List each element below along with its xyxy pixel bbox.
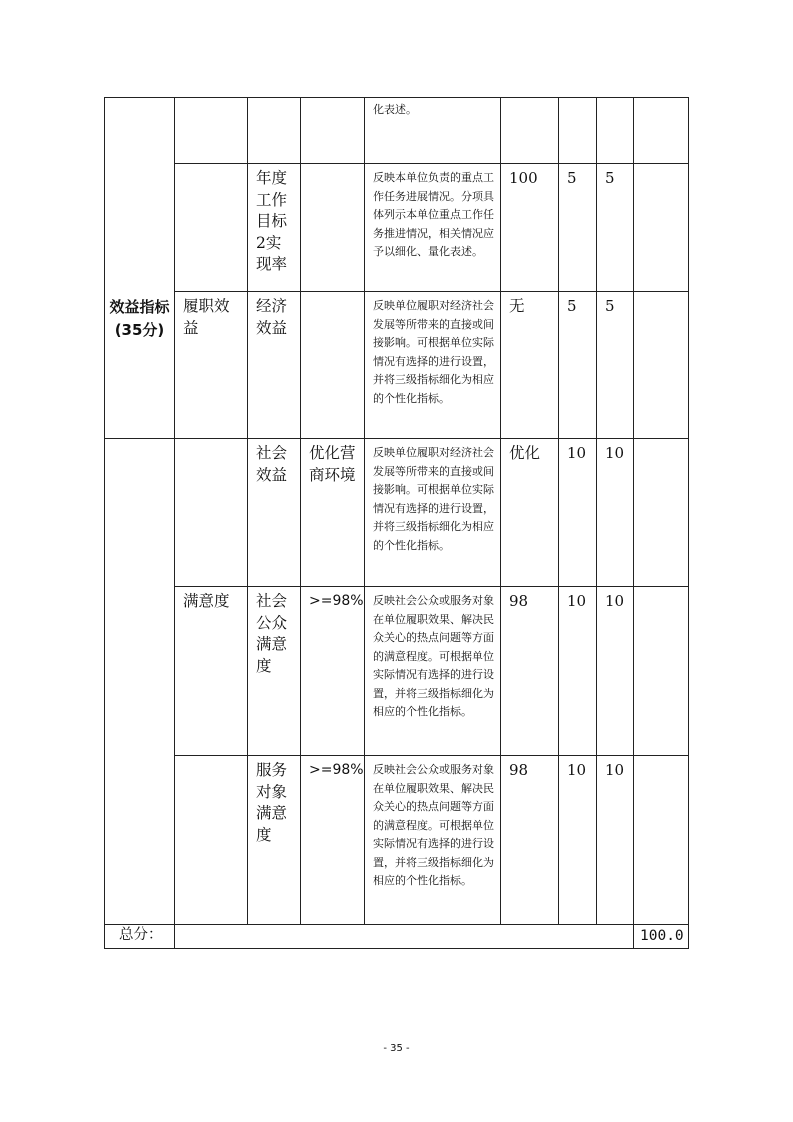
indicator-description: 反映单位履职对经济社会发展等所带来的直接或间接影响。可根据单位实际情况有选择的进行设置，并将三级指标细化为相应的个性化指标。 — [373, 299, 494, 405]
target-cell — [301, 756, 365, 925]
score-cell — [597, 756, 634, 925]
level2-cell — [175, 439, 248, 587]
value-cell — [501, 164, 559, 292]
table-row — [105, 439, 689, 587]
weight-cell — [559, 587, 597, 756]
level3-indicator: 服务对象满意度 — [256, 761, 288, 844]
value-cell — [501, 439, 559, 587]
indicator-description: 反映社会公众或服务对象在单位履职效果、解决民众关心的热点问题等方面的满意程度。可根据单位实际情况有选择的进行设置，并将三级指标细化为相应的个性化指标。 — [373, 763, 494, 887]
level2-indicator: 履职效益 — [183, 297, 230, 337]
description-cell — [365, 98, 501, 164]
target-value: 优化营商环境 — [309, 444, 356, 484]
actual-value: 100 — [509, 169, 538, 187]
total-label-cell — [105, 925, 175, 949]
total-score: 100.0 — [640, 928, 684, 944]
value-cell — [501, 292, 559, 439]
level1-cell — [105, 439, 175, 925]
weight-cell — [559, 756, 597, 925]
level3-cell — [248, 756, 301, 925]
remark-cell — [634, 292, 689, 439]
target-cell — [301, 292, 365, 439]
weight-cell — [559, 164, 597, 292]
level3-indicator: 经济效益 — [256, 297, 288, 337]
table-row — [105, 756, 689, 925]
level1-category-text: 效益指标(35分) — [109, 298, 170, 339]
description-cell — [365, 439, 501, 587]
description-cell — [365, 164, 501, 292]
target-cell — [301, 587, 365, 756]
level3-indicator: 社会公众满意度 — [256, 592, 288, 675]
remark-cell — [634, 756, 689, 925]
weight-cell — [559, 439, 597, 587]
level2-cell — [175, 756, 248, 925]
level3-indicator: 年度工作目标2实现率 — [256, 169, 288, 273]
level2-cell — [175, 164, 248, 292]
level3-cell — [248, 292, 301, 439]
score-cell — [597, 292, 634, 439]
level3-cell — [248, 164, 301, 292]
total-row — [105, 925, 689, 949]
level3-cell — [248, 98, 301, 164]
level1-category-label — [105, 292, 174, 342]
level3-cell — [248, 439, 301, 587]
score-cell — [597, 587, 634, 756]
target-cell — [301, 98, 365, 164]
score-value: 10 — [605, 444, 625, 462]
description-cell — [365, 756, 501, 925]
value-cell — [501, 98, 559, 164]
weight-cell — [559, 98, 597, 164]
weight-value: 10 — [567, 592, 587, 610]
description-cell — [365, 587, 501, 756]
total-label: 总分： — [119, 927, 163, 943]
remark-cell — [634, 98, 689, 164]
score-cell — [597, 439, 634, 587]
score-value: 10 — [605, 592, 625, 610]
actual-value: 优化 — [509, 444, 541, 462]
level2-cell — [175, 292, 248, 439]
score-value: 5 — [605, 297, 615, 315]
total-spacer-cell — [175, 925, 634, 949]
actual-value: 98 — [509, 592, 529, 610]
level3-cell — [248, 587, 301, 756]
score-cell — [597, 164, 634, 292]
score-cell — [597, 98, 634, 164]
level1-continuation-cell — [105, 98, 175, 439]
weight-value: 5 — [567, 169, 577, 187]
target-value: >=98% — [309, 762, 364, 778]
description-cell — [365, 292, 501, 439]
value-cell — [501, 587, 559, 756]
score-value: 5 — [605, 169, 615, 187]
indicator-description: 反映社会公众或服务对象在单位履职效果、解决民众关心的热点问题等方面的满意程度。可根据单位实际情况有选择的进行设置，并将三级指标细化为相应的个性化指标。 — [373, 594, 494, 718]
level2-cell — [175, 98, 248, 164]
table-row — [105, 164, 689, 292]
actual-value: 98 — [509, 761, 529, 779]
value-cell — [501, 756, 559, 925]
target-cell — [301, 164, 365, 292]
remark-cell — [634, 164, 689, 292]
table-row — [105, 292, 689, 439]
actual-value: 无 — [509, 297, 525, 315]
weight-value: 5 — [567, 297, 577, 315]
indicator-description: 反映单位履职对经济社会发展等所带来的直接或间接影响。可根据单位实际情况有选择的进行设置，并将三级指标细化为相应的个性化指标。 — [373, 446, 494, 552]
indicator-description: 反映本单位负责的重点工作任务进展情况。分项具体列示本单位重点工作任务推进情况，相关情况应予以细化、量化表述。 — [373, 171, 494, 258]
page-number: - 35 - — [383, 1043, 410, 1054]
level2-indicator: 满意度 — [183, 592, 230, 610]
table-row — [105, 587, 689, 756]
target-value: >=98% — [309, 593, 364, 609]
total-value-cell — [634, 925, 689, 949]
weight-value: 10 — [567, 761, 587, 779]
table-row — [105, 98, 689, 164]
level2-cell — [175, 587, 248, 756]
indicator-description: 化表述。 — [373, 103, 417, 116]
weight-value: 10 — [567, 444, 587, 462]
remark-cell — [634, 439, 689, 587]
weight-cell — [559, 292, 597, 439]
score-value: 10 — [605, 761, 625, 779]
target-cell — [301, 439, 365, 587]
remark-cell — [634, 587, 689, 756]
level3-indicator: 社会效益 — [256, 444, 288, 484]
performance-table — [104, 97, 689, 949]
